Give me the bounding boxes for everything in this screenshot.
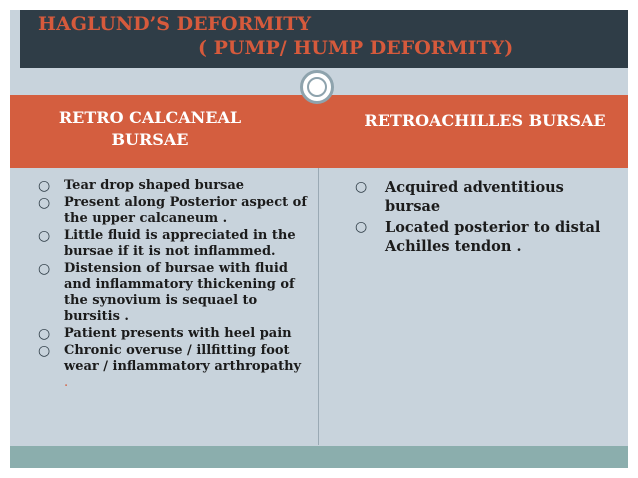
list-item <box>355 218 620 256</box>
left-heading-line1: RETRO CALCANEAL <box>58 108 242 127</box>
bullet-text: Patient presents with heel pain <box>64 326 292 341</box>
list-item <box>355 178 620 216</box>
slide <box>10 10 628 468</box>
footer-band <box>10 446 628 468</box>
bullet-text: Distension of bursae with fluid and inflammatory thickening of the synovium is sequael to bursitis . <box>64 261 295 324</box>
bullet-text: Chronic overuse / illfitting foot wear / inflammatory arthropathy <box>64 343 302 374</box>
hollow-circle-bullet-icon <box>355 218 367 237</box>
slide-title: HAGLUND’S DEFORMITY <box>38 13 312 35</box>
bullet-text: Located posterior to distal Achilles tendon . <box>385 219 601 255</box>
right-bullet-list <box>355 178 620 258</box>
left-column-heading <box>50 107 250 151</box>
title-box <box>20 10 628 68</box>
bullet-text: Present along Posterior aspect of the upper calcaneum . <box>64 195 307 226</box>
list-item <box>38 228 308 260</box>
hollow-circle-bullet-icon <box>38 343 50 359</box>
trailing-mark: . <box>64 375 69 390</box>
hollow-circle-bullet-icon <box>38 261 50 277</box>
left-heading-line2: BURSAE <box>111 130 189 149</box>
bullet-text: Acquired adventitious bursae <box>385 179 564 215</box>
hollow-circle-bullet-icon <box>38 326 50 342</box>
list-item <box>38 195 308 227</box>
hollow-circle-bullet-icon <box>38 195 50 211</box>
list-item <box>38 326 308 342</box>
hollow-circle-bullet-icon <box>355 178 367 197</box>
bullet-text: Little fluid is appreciated in the bursae if it is not inflammed. <box>64 228 296 259</box>
list-item <box>38 178 308 194</box>
slide-subtitle: ( PUMP/ HUMP DEFORMITY) <box>198 37 514 59</box>
double-ring-icon <box>300 70 334 104</box>
list-item <box>38 343 308 391</box>
bullet-text: Tear drop shaped bursae <box>64 178 245 193</box>
hollow-circle-bullet-icon <box>38 228 50 244</box>
column-divider <box>318 168 319 445</box>
right-column-heading: RETROACHILLES BURSAE <box>364 111 606 130</box>
list-item <box>38 261 308 325</box>
left-bullet-list <box>38 178 308 392</box>
hollow-circle-bullet-icon <box>38 178 50 194</box>
